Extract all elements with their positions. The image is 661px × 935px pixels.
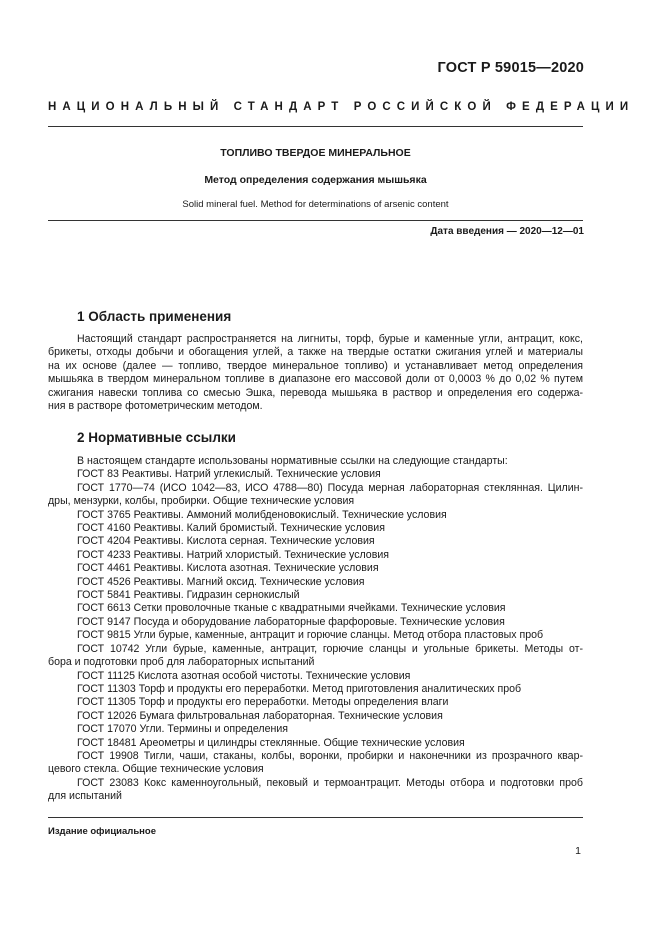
reference-line: ГОСТ 9147 Посуда и оборудование лабораторные фарфоровые. Технические условия [77,615,505,628]
reference-line: ГОСТ 10742 Угли бурые, каменные, антрацит, горючие сланцы и угольные брикеты. Методы от- [77,642,583,655]
reference-line: ГОСТ 11125 Кислота азотная особой чистоты. Технические условия [77,669,411,682]
reference-line: для испытаний [48,790,122,803]
section-1-heading: 1 Область применения [77,309,232,324]
doc-subtitle: Метод определения содержания мышьяка [204,174,427,186]
reference-line: ГОСТ 11305 Торф и продукты его переработки. Методы определения влаги [77,696,449,709]
title-rule-top [48,126,583,127]
section-1-line: брикеты, отходы добычи и обогащения углей, а также на твердые остатки сжигания углей и материалы [48,346,583,359]
reference-line: ГОСТ 19908 Тигли, чаши, стаканы, колбы, воронки, пробирки и наконечники из прозрачного квар- [77,749,583,762]
doc-title: ТОПЛИВО ТВЕРДОЕ МИНЕРАЛЬНОЕ [220,147,411,159]
reference-line: ГОСТ 4160 Реактивы. Калий бромистый. Технические условия [77,522,385,535]
reference-line: ГОСТ 12026 Бумага фильтровальная лабораторная. Технические условия [77,709,443,722]
reference-line: бора и подготовки проб для лабораторных испытаний [48,656,315,669]
doc-number: ГОСТ Р 59015—2020 [437,60,584,76]
section-1-body [48,333,583,413]
reference-line: ГОСТ 4204 Реактивы. Кислота серная. Технические условия [77,535,375,548]
section-2-heading: 2 Нормативные ссылки [77,430,236,445]
reference-line: ГОСТ 17070 Угли. Термины и определения [77,723,288,736]
reference-line: ГОСТ 5841 Реактивы. Гидразин сернокислый [77,589,300,602]
reference-line: дры, мензурки, колбы, пробирки. Общие технические условия [48,495,355,508]
doc-english-title: Solid mineral fuel. Method for determinations of arsenic content [182,199,449,210]
reference-line: ГОСТ 1770—74 (ИСО 1042—83, ИСО 4788—80) Посуда мерная лабораторная стеклянная. Цилин- [77,481,583,494]
edition-label: Издание официальное [48,826,156,837]
reference-line: ГОСТ 4461 Реактивы. Кислота азотная. Технические условия [77,562,379,575]
reference-line: ГОСТ 3765 Реактивы. Аммоний молибденовокислый. Технические условия [77,508,447,521]
reference-line: ГОСТ 11303 Торф и продукты его переработки. Метод приготовления аналитических проб [77,682,522,695]
section-1-line: Настоящий стандарт распространяется на лигниты, торф, бурые и каменные угли, антрацит, кокс, [77,333,583,345]
section-1-line: на их основе (далее — топливо, твердое минеральное топливо) и устанавливает метод определения [48,359,583,372]
national-standard-banner: НАЦИОНАЛЬНЫЙ СТАНДАРТ РОССИЙСКОЙ ФЕДЕРАЦИИ [48,101,635,113]
reference-line: ГОСТ 9815 Угли бурые, каменные, антрацит и горючие сланцы. Метод отбора пластовых проб [77,629,544,642]
reference-line: ГОСТ 83 Реактивы. Натрий углекислый. Технические условия [77,468,381,481]
title-rule-bottom [48,220,583,221]
section-1-line: сжигания навески топлива со смесью Эшка, перевода мышьяка в раствор и определения его содержа- [48,386,583,399]
section-2-refs [48,455,583,804]
reference-line: ГОСТ 4233 Реактивы. Натрий хлористый. Технические условия [77,548,389,561]
intro-date: Дата введения — 2020—12—01 [430,226,584,237]
reference-line: ГОСТ 23083 Кокс каменноугольный, пековый и термоантрацит. Методы отбора и подготовки проб [77,776,583,789]
page-number: 1 [575,845,581,857]
footer-rule [48,817,583,818]
section-1-line: мышьяка в твердом минеральном топливе в диапазоне его массовой доли от 0,0003 % до 0,02 % путем [48,373,583,386]
reference-line: ГОСТ 6613 Сетки проволочные тканые с квадратными ячейками. Технические условия [77,602,506,615]
section-2-intro: В настоящем стандарте использованы нормативные ссылки на следующие стандарты: [77,455,508,467]
reference-line: ГОСТ 18481 Ареометры и цилиндры стеклянные. Общие технические условия [77,736,465,749]
reference-line: ГОСТ 4526 Реактивы. Магний оксид. Технические условия [77,575,365,588]
reference-line: цевого стекла. Общие технические условия [48,763,264,776]
section-1-line: ния в растворе фотометрическим методом. [48,400,263,413]
